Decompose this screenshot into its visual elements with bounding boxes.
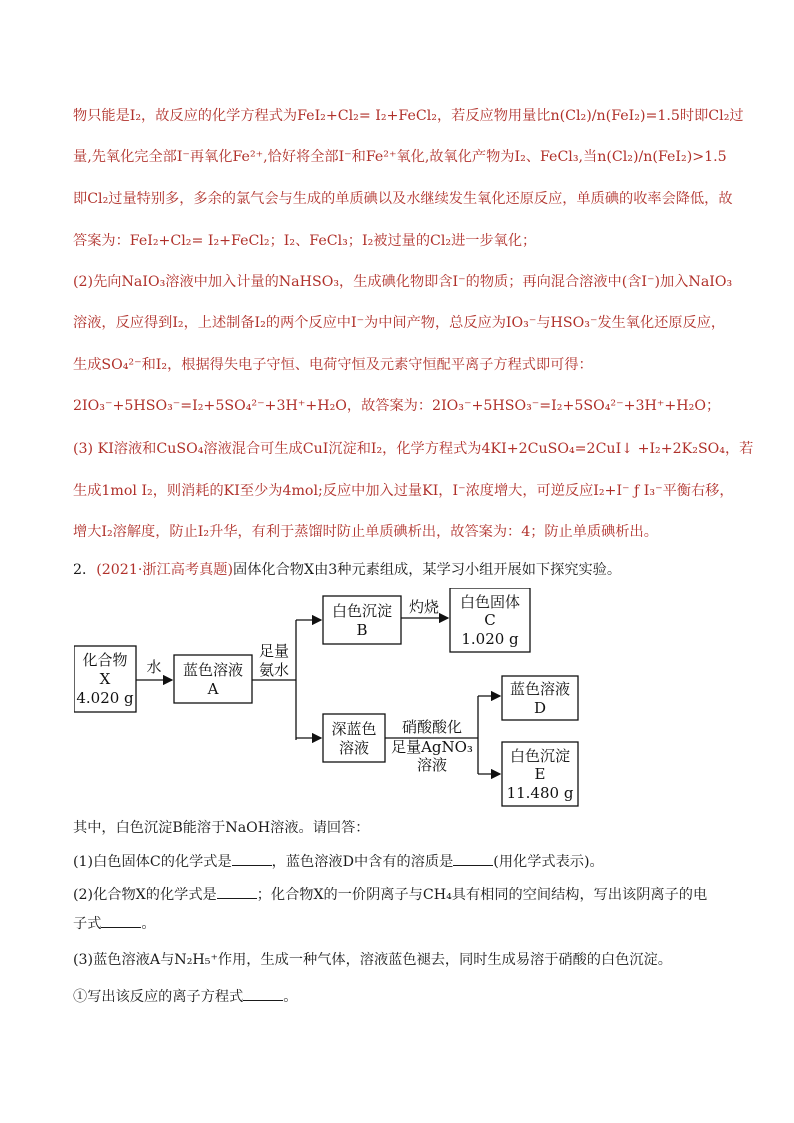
box-x-mass: 4.020 g xyxy=(76,689,134,707)
answer-line: 物只能是I₂，故反应的化学方程式为FeI₂+Cl₂= I₂+FeCl₂，若反应物用量比n(Cl₂)/n(FeI₂)=1.5时即Cl₂过 xyxy=(73,108,744,124)
box-d-label: D xyxy=(533,699,547,717)
experiment-flow-diagram xyxy=(74,588,594,813)
answer-line: (2)先向NaIO₃溶液中加入计量的NaHSO₃，生成碘化物即含I⁻的物质；再向混合溶液中(含I⁻)加入NaIO₃ xyxy=(73,274,733,290)
sub-question-1: (1)白色固体C的化学式是 ，蓝色溶液D中含有的溶质是 (用化学式表示)。 xyxy=(73,851,723,872)
box-deep-label: 溶液 xyxy=(338,739,370,757)
sub-question-2: (2)化合物X的化学式是 ；化合物X的一价阴离子与CH₄具有相同的空间结构，写出该阴离子的电 xyxy=(73,884,723,905)
acid-label: 硝酸酸化 xyxy=(401,718,463,736)
answer-line: 量,先氧化完全部I⁻再氧化Fe²⁺,恰好将全部I⁻和Fe²⁺氧化,故氧化产物为I₂、FeCl₃,当n(Cl₂)/n(FeI₂)>1.5 xyxy=(73,149,727,165)
question-number: 2． xyxy=(73,562,97,578)
box-e-label: E xyxy=(534,765,546,783)
answer-blank[interactable] xyxy=(101,913,141,928)
ammonia-label: 氨水 xyxy=(258,661,290,679)
answer-line: 生成1mol I₂，则消耗的KI至少为4mol;反应中加入过量KI，I⁻浓度增大，可逆反应I₂+I⁻ ƒ I₃⁻平衡右移， xyxy=(73,483,734,499)
sub-question-2-cont: 子式 。 xyxy=(73,913,723,934)
answer-line: 生成SO₄²⁻和I₂，根据得失电子守恒、电荷守恒及元素守恒配平离子方程式即可得： xyxy=(73,357,593,373)
question-header xyxy=(73,560,723,580)
answer-line: 即Cl₂过量特别多，多余的氯气会与生成的单质碘以及水继续发生氧化还原反应，单质碘的收率会降低，故 xyxy=(73,191,733,207)
box-b-label: 白色沉淀 xyxy=(331,602,393,620)
ammonia-label: 足量 xyxy=(258,642,290,660)
box-a-label: A xyxy=(207,680,219,698)
box-x-label: X xyxy=(99,670,111,688)
box-b-label: B xyxy=(356,621,368,639)
arrow-burn-label: 灼烧 xyxy=(408,598,440,616)
box-x-label: 化合物 xyxy=(82,651,128,669)
answer-line: 答案为：FeI₂+Cl₂= I₂+FeCl₂；I₂、FeCl₃；I₂被过量的Cl₂进一步氧化； xyxy=(73,233,537,249)
box-c-mass: 1.020 g xyxy=(461,630,519,648)
answer-line: (3) KI溶液和CuSO₄溶液混合可生成CuI沉淀和I₂，化学方程式为4KI+2CuSO₄=2CuI↓ +I₂+2K₂SO₄，若 xyxy=(73,441,754,457)
arrow-water-label: 水 xyxy=(146,658,162,676)
acid-label: 溶液 xyxy=(416,756,448,774)
answer-line: 2IO₃⁻+5HSO₃⁻=I₂+5SO₄²⁻+3H⁺+H₂O，故答案为：2IO₃⁻+5HSO₃⁻=I₂+5SO₄²⁻+3H⁺+H₂O； xyxy=(73,398,721,414)
question-stem: 固体化合物X由3种元素组成，某学习小组开展如下探究实验。 xyxy=(233,562,622,578)
answer-blank[interactable] xyxy=(243,986,283,1001)
question-note: 其中，白色沉淀B能溶于NaOH溶液。请回答： xyxy=(73,820,370,836)
box-deep-label: 深蓝色 xyxy=(331,720,377,738)
sub-question-3-i: ①写出该反应的离子方程式 。 xyxy=(73,986,723,1007)
box-e-mass: 11.480 g xyxy=(506,784,574,802)
answer-blank[interactable] xyxy=(232,851,272,866)
answer-line: 增大I₂溶解度，防止I₂升华，有利于蒸馏时防止单质碘析出，故答案为：4；防止单质碘析出。 xyxy=(73,524,658,540)
answer-line: 溶液，反应得到I₂，上述制备I₂的两个反应中I⁻为中间产物，总反应为IO₃⁻与HSO₃⁻发生氧化还原反应， xyxy=(73,315,726,331)
sub-question-3: (3)蓝色溶液A与N₂H₅⁺作用，生成一种气体，溶液蓝色褪去，同时生成易溶于硝酸的白色沉淀。 xyxy=(73,952,672,968)
box-c-label: C xyxy=(484,611,496,629)
box-c-label: 白色固体 xyxy=(459,593,521,611)
box-e-label: 白色沉淀 xyxy=(509,747,571,765)
box-a-label: 蓝色溶液 xyxy=(182,661,244,679)
box-d-label: 蓝色溶液 xyxy=(509,680,571,698)
answer-blank[interactable] xyxy=(217,884,257,899)
acid-label: 足量AgNO₃ xyxy=(391,738,473,756)
question-source: (2021·浙江高考真题) xyxy=(96,562,234,578)
answer-blank[interactable] xyxy=(453,851,493,866)
